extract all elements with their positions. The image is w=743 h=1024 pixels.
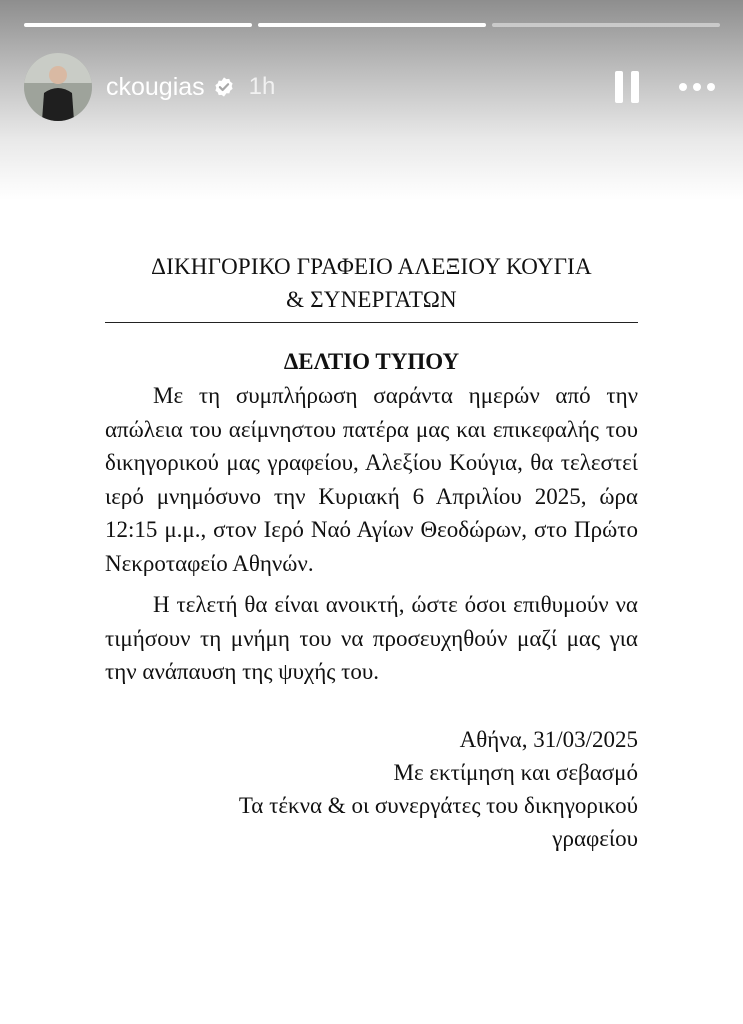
body-paragraph-2: Η τελετή θα είναι ανοικτή, ώστε όσοι επιθυμούν να τιμήσουν τη μνήμη του να προσευχηθούν μαζί μας για την ανάπαυση της ψυχής του. xyxy=(105,592,638,684)
story-progress-bar xyxy=(24,23,720,27)
progress-fill xyxy=(258,23,486,27)
progress-segment xyxy=(24,23,252,27)
post-timestamp: 1h xyxy=(248,73,276,100)
username[interactable]: ckougias xyxy=(106,72,205,101)
verified-badge-icon xyxy=(213,76,235,98)
closing-date: Αθήνα, 31/03/2025 xyxy=(459,726,638,752)
closing-signature-line-2: γραφείου xyxy=(552,825,638,851)
firm-name-line-1: ΔΙΚΗΓΟΡΙΚΟ ΓΡΑΦΕΙΟ ΑΛΕΞΙΟΥ ΚΟΥΓΙΑ xyxy=(151,254,592,279)
progress-segment xyxy=(492,23,720,27)
firm-name xyxy=(105,250,638,316)
avatar-image xyxy=(24,53,92,121)
closing-signature-line-1: Τα τέκνα & οι συνεργάτες του δικηγορικού xyxy=(238,792,638,818)
document-title: ΔΕΛΤΙΟ ΤΥΠΟΥ xyxy=(283,349,460,374)
progress-fill xyxy=(24,23,252,27)
story-header xyxy=(24,53,719,121)
body-paragraph-1: Με τη συμπλήρωση σαράντα ημερών από την απώλεια του αείμνηστου πατέρα μας και επικεφαλής του δικηγορικού μας γραφείου, Αλεξίου Κούγια, θα τελεστεί ιερό μνημόσυνο την Κυριακή 6 Απριλίου 2025, ώρα 12:15 μ.μ., στον Ιερό Ναό Αγίων Θεοδώρων, στο Πρώτο Νεκροταφείο Αθηνών. xyxy=(105,383,638,576)
header-divider xyxy=(105,322,638,323)
avatar[interactable] xyxy=(24,53,92,121)
firm-name-line-2: & ΣΥΝΕΡΓΑΤΩΝ xyxy=(286,287,457,312)
pause-icon[interactable] xyxy=(615,71,639,103)
progress-segment xyxy=(258,23,486,27)
more-options-icon[interactable] xyxy=(679,83,715,91)
closing-block xyxy=(105,723,638,855)
closing-regards: Με εκτίμηση και σεβασμό xyxy=(393,759,638,785)
press-release-document xyxy=(105,250,638,855)
